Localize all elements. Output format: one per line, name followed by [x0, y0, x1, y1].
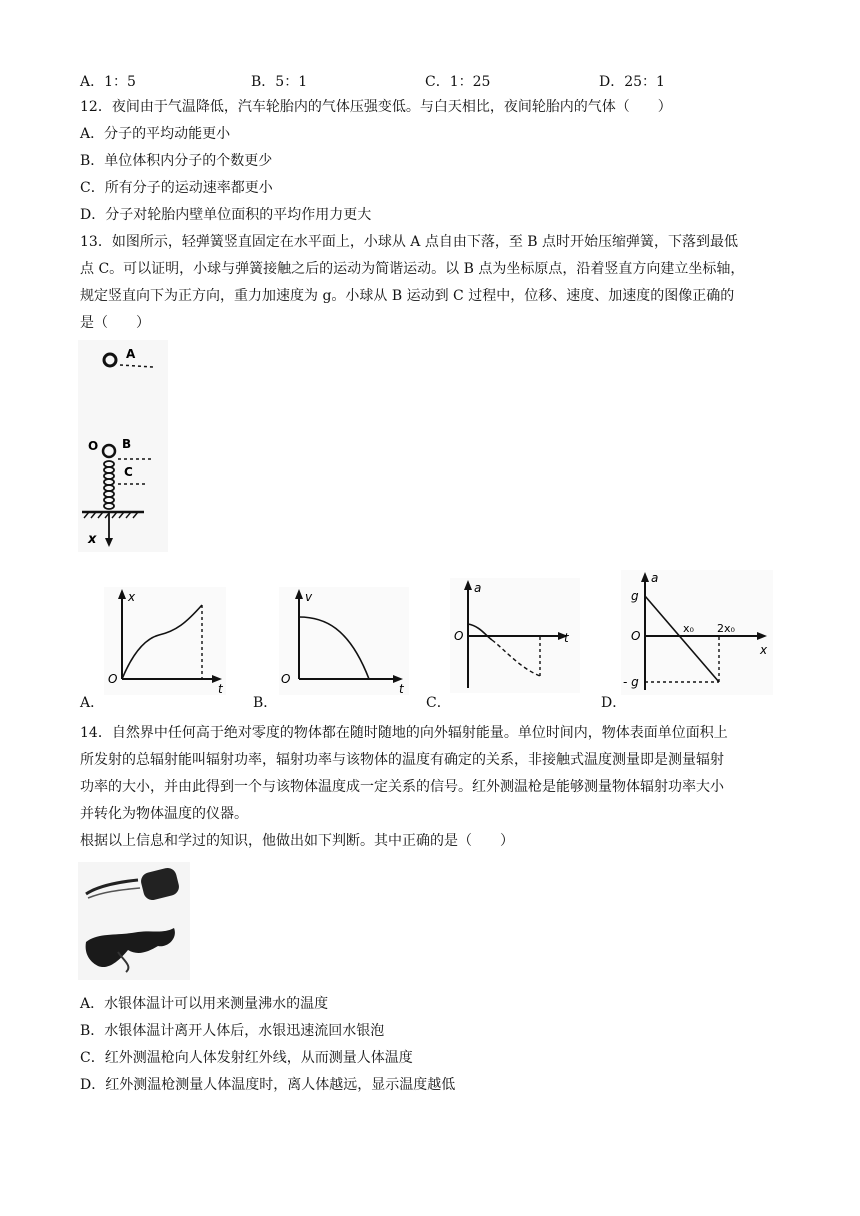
q14-option-d: D．红外测温枪测量人体温度时，离人体越远，显示温度越低: [80, 1077, 456, 1093]
graph-b-y-label: v: [305, 590, 313, 604]
thermometer-figure: [78, 862, 190, 980]
graph-d-origin: O: [631, 629, 641, 643]
label-b: B: [122, 437, 132, 451]
q14-stem-line-2: 所发射的总辐射能叫辐射功率，辐射功率与该物体的温度有确定的关系，非接触式温度测量即是测量辐射: [80, 752, 724, 768]
graph-d-a-x: [621, 570, 773, 695]
graph-b-x-label: t: [399, 682, 404, 695]
q14-option-a: A．水银体温计可以用来测量沸水的温度: [80, 996, 329, 1012]
graph-d-x-label: x: [760, 643, 768, 657]
q11-option-b: B．5：1: [251, 74, 308, 90]
graph-choice-a: A．: [80, 695, 105, 711]
q13-stem-line-4: 是（ ）: [80, 315, 150, 331]
q14-stem-line-4: 并转化为物体温度的仪器。: [80, 806, 248, 822]
q12-stem: 12．夜间由于气温降低，汽车轮胎内的气体压强变低。与白天相比，夜间轮胎内的气体（ ）: [80, 99, 672, 115]
q14-stem-line-1: 14．自然界中任何高于绝对零度的物体都在随时随地的向外辐射能量。单位时间内，物体表面单位面积上: [80, 725, 728, 741]
graph-a-x-t: [104, 587, 226, 695]
q11-option-d: D．25：1: [599, 74, 665, 90]
q13-stem-line-1: 13．如图所示，轻弹簧竖直固定在水平面上，小球从 A 点自由下落，至 B 点时开始压缩弹簧，下落到最低: [80, 234, 739, 250]
graph-a-x-label: t: [218, 682, 223, 695]
graph-a-origin: O: [108, 672, 118, 686]
graph-d-x0: x₀: [683, 622, 694, 635]
q12-option-b: B．单位体积内分子的个数更少: [80, 153, 273, 169]
graph-b-v-t: [279, 587, 409, 695]
q11-option-a: A．1：5: [80, 74, 136, 90]
graph-d-y-label: a: [651, 571, 659, 585]
q11-option-c: C．1：25: [425, 74, 491, 90]
spring-ball-figure: [78, 340, 168, 552]
graph-c-a-t: [450, 578, 580, 693]
graph-d-g-top: g: [631, 589, 639, 603]
graph-choice-b: B．: [253, 695, 278, 711]
graph-b-origin: O: [281, 672, 291, 686]
q12-option-c: C．所有分子的运动速率都更小: [80, 180, 273, 196]
q13-stem-line-2: 点 C。可以证明，小球与弹簧接触之后的运动为简谐运动。以 B 点为坐标原点，沿着竖直方向建立坐标轴，: [80, 261, 745, 277]
q14-option-b: B．水银体温计离开人体后，水银迅速流回水银泡: [80, 1023, 385, 1039]
label-c: C: [124, 465, 133, 479]
label-a: A: [126, 347, 136, 361]
graph-c-origin: O: [454, 629, 464, 643]
q12-option-d: D．分子对轮胎内壁单位面积的平均作用力更大: [80, 207, 372, 223]
label-o: O: [88, 439, 99, 453]
q14-stem-line-3: 功率的大小，并由此得到一个与该物体温度成一定关系的信号。红外测温枪是能够测量物体辐射功率大小: [80, 779, 724, 795]
graph-c-x-label: t: [564, 631, 569, 645]
q12-option-a: A．分子的平均动能更小: [80, 126, 231, 142]
graph-d-g-bottom: - g: [623, 675, 639, 689]
q13-stem-line-3: 规定竖直向下为正方向，重力加速度为 g。小球从 B 运动到 C 过程中，位移、速度、加速度的图像正确的: [80, 288, 735, 304]
q14-option-c: C．红外测温枪向人体发射红外线，从而测量人体温度: [80, 1050, 413, 1066]
graph-choice-d: D．: [601, 695, 627, 711]
graph-c-y-label: a: [474, 581, 482, 595]
label-x: x: [88, 532, 97, 547]
graph-d-2x0: 2x₀: [717, 622, 735, 635]
graph-a-y-label: x: [128, 590, 136, 604]
q14-stem-line-5: 根据以上信息和学过的知识，他做出如下判断。其中正确的是（ ）: [80, 833, 514, 849]
graph-choice-c: C．: [426, 695, 451, 711]
